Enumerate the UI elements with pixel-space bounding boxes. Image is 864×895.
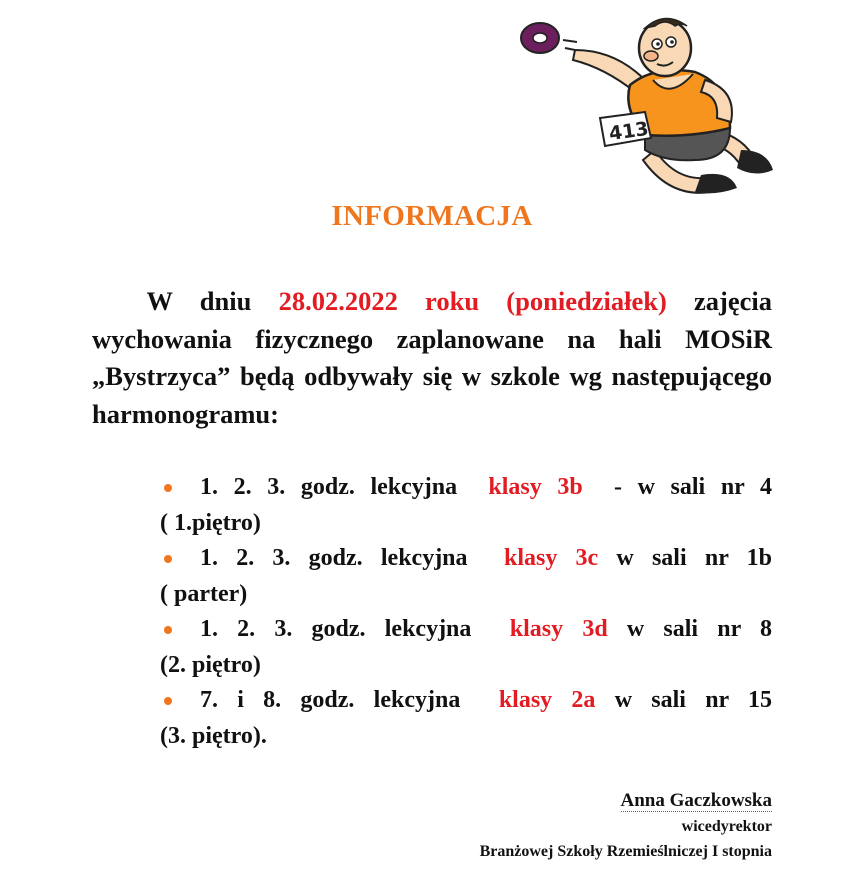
schedule-item [160,541,772,612]
bullet-icon [164,555,172,563]
schedule-room: w sali nr 15 [614,687,773,713]
intro-lead: W dniu [146,286,279,316]
schedule-hours: 1. 2. 3. godz. lekcyjna [200,616,472,642]
bullet-icon [164,697,172,705]
schedule-hours: 7. i 8. godz. lekcyjna [200,687,461,713]
signature-name: Anna Gaczkowska [620,790,772,811]
schedule-class: klasy 3b [488,474,583,500]
schedule-item [160,683,772,754]
signature-school: Branżowej Szkoły Rzemieślniczej I stopnia [479,843,772,860]
shot-put-athlete-illustration [505,10,785,200]
schedule-list [160,470,772,754]
schedule-floor: ( parter) [160,580,248,607]
schedule-hours: 1. 2. 3. godz. lekcyjna [200,474,458,500]
schedule-item [160,612,772,683]
bib-number: 413 [607,117,650,146]
schedule-class: klasy 3d [509,616,608,642]
schedule-floor: (2. piętro) [160,651,261,678]
schedule-hours: 1. 2. 3. godz. lekcyjna [200,545,468,571]
schedule-item [160,470,772,541]
intro-date: 28.02.2022 roku (poniedziałek) [278,286,667,316]
schedule-class: klasy 3c [503,545,599,571]
schedule-room: - w sali nr 4 [613,474,773,500]
signature-role: wicedyrektor [681,818,772,835]
intro-rest: zajęcia wychowania fizycznego zaplanowane na hali MOSiR „Bystrzyca” będą odbywały się w szkole wg następującego harmonogramu: [92,286,772,429]
schedule-class: klasy 2a [498,687,596,713]
schedule-floor: (3. piętro). [160,722,267,749]
bullet-icon [164,626,172,634]
schedule-room: w sali nr 1b [616,545,772,571]
intro-paragraph [92,283,772,433]
page-title: INFORMACJA [331,200,533,232]
schedule-floor: ( 1.piętro) [160,509,261,536]
schedule-room: w sali nr 8 [626,616,772,642]
bullet-icon [164,484,172,492]
